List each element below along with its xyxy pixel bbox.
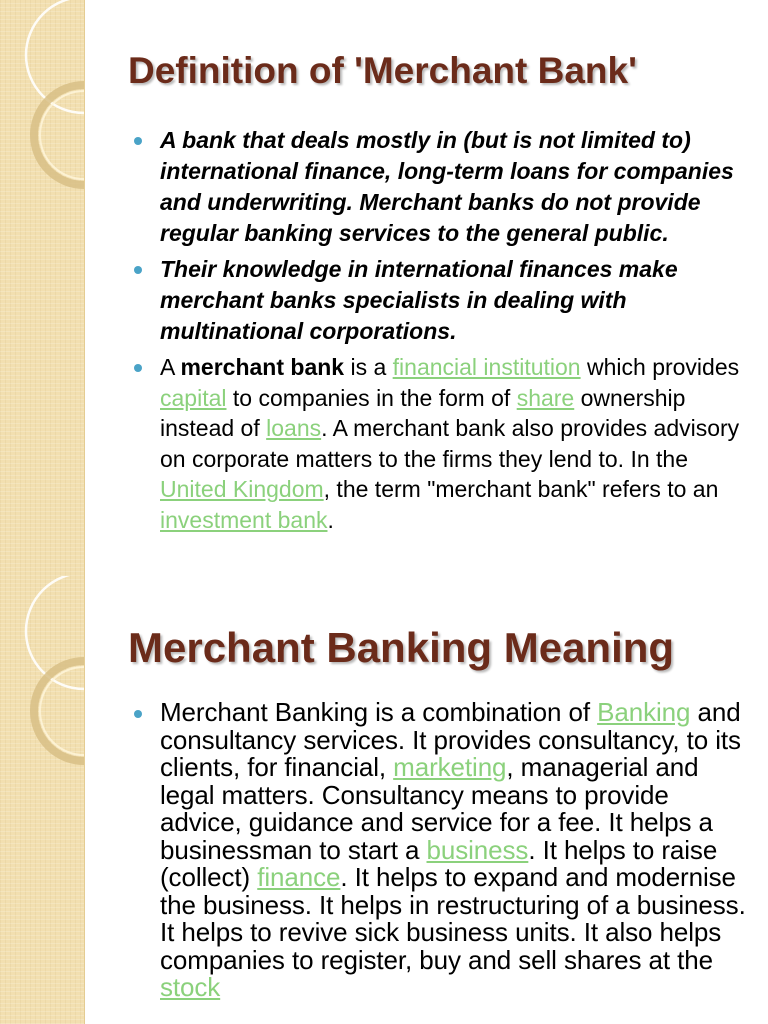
bullet-icon — [134, 710, 142, 718]
bullet-text: . It helps to expand and modernise the business. It helps in restructuring of a business. It helps to revive sick business units. It also helps companies to register, buy and sell shares at the — [160, 862, 746, 975]
list-item — [128, 125, 740, 249]
bullet-text: . — [327, 506, 334, 533]
rings-decoration-icon — [0, 576, 84, 1024]
rings-decoration-icon — [0, 0, 84, 576]
bullet-text: , managerial and legal matters. Consultancy means to provide advice, guidance and service for a fee. It helps a businessman to start a — [160, 752, 713, 865]
bullet-list — [128, 125, 740, 540]
link-investment-bank[interactable]: investment bank — [160, 506, 328, 533]
list-item — [128, 699, 753, 1002]
link-business[interactable]: business — [426, 834, 529, 865]
link-united-kingdom[interactable]: United Kingdom — [160, 476, 324, 502]
bullet-text: Their knowledge in international finances make merchant banks specialists in dealing with multinational corporations. — [160, 256, 678, 344]
decorative-sidebar — [0, 576, 85, 1024]
slide-meaning — [0, 576, 768, 1024]
link-stock[interactable]: stock — [160, 972, 221, 1002]
bullet-text: to companies in the form of — [226, 384, 517, 411]
slide-title: Definition of 'Merchant Bank' — [128, 50, 637, 91]
link-finance[interactable]: finance — [257, 862, 341, 892]
link-marketing[interactable]: marketing — [393, 752, 507, 782]
link-banking[interactable]: Banking — [597, 697, 691, 727]
link-share[interactable]: share — [516, 384, 575, 411]
bold-term: merchant bank — [180, 354, 345, 380]
list-item — [128, 352, 740, 535]
bullet-text: A bank that deals mostly in (but is not limited to) international finance, long-term loans for companies and underwriting. Merchant banks do not provide regular banking services to the general public. — [160, 127, 734, 246]
bullet-text: , the term "merchant bank" refers to an — [323, 476, 719, 502]
bullet-text: ownership instead of — [160, 384, 686, 441]
bullet-icon — [134, 266, 142, 274]
bullet-icon — [134, 364, 142, 372]
bullet-text: and consultancy services. It provides consultancy, to its clients, for financial, — [160, 697, 741, 782]
bullet-text: Merchant Banking is a combination of — [160, 697, 598, 727]
bullet-text: . It helps to raise (collect) — [160, 834, 718, 892]
bullet-text: . A merchant bank also provides advisory on corporate matters to the firms they lend to. In the — [160, 415, 740, 472]
bullet-icon — [134, 137, 142, 145]
bullet-text: which provides — [580, 354, 740, 380]
link-financial-institution[interactable]: financial institution — [392, 354, 581, 380]
link-loans[interactable]: loans — [266, 415, 322, 441]
slide-title: Merchant Banking Meaning — [128, 624, 675, 671]
decorative-sidebar — [0, 0, 85, 576]
link-capital[interactable]: capital — [160, 384, 227, 411]
list-item — [128, 254, 740, 347]
bullet-text: A — [160, 354, 181, 380]
bullet-text: is a — [344, 354, 393, 380]
bullet-list — [128, 699, 753, 1002]
